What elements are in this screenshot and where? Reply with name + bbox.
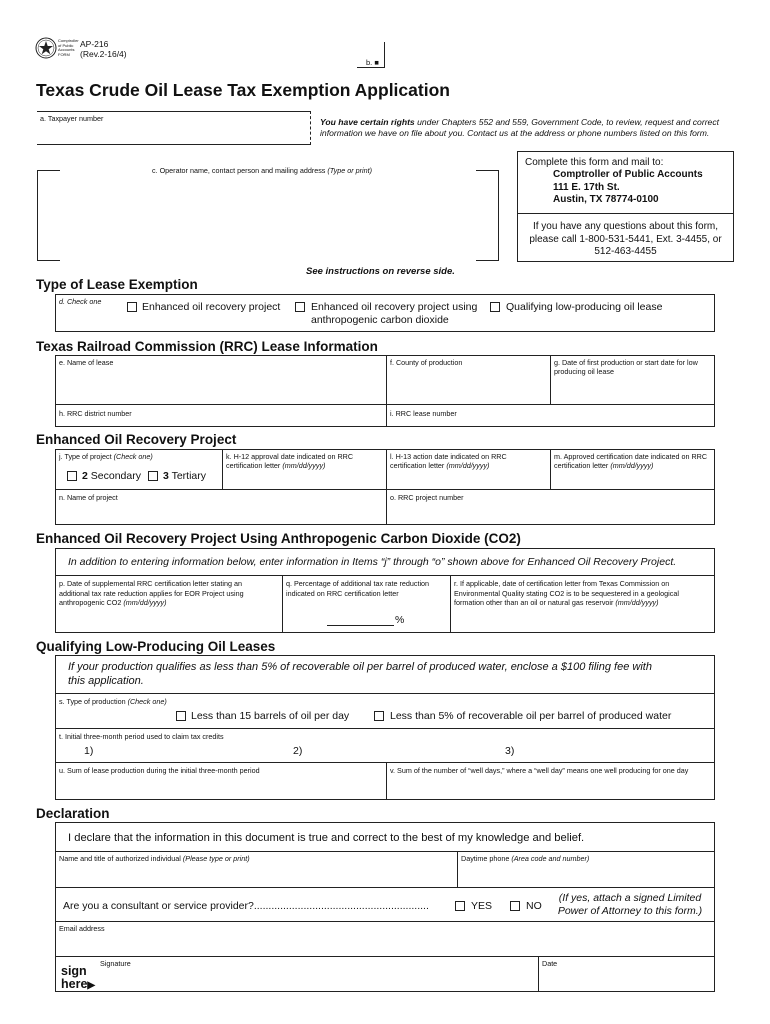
seal-text xyxy=(58,39,79,57)
mailing-line2: 111 E. 17th St. xyxy=(553,181,620,193)
h12-date-field[interactable] xyxy=(223,471,385,488)
here-text: here xyxy=(61,976,88,991)
approved-cert-hint: (mm/dd/yyyy) xyxy=(610,461,654,470)
consultant-yes-checkbox[interactable] xyxy=(455,901,465,911)
tceq-text: r. If applicable, date of certification letter from Texas Commission on Environmental Quality stating CO2 is to be sequestered in a geological formation other than an oil or natural gas reservoir xyxy=(454,579,679,608)
eor-project-checkbox[interactable] xyxy=(127,302,137,312)
rrc-district-label: h. RRC district number xyxy=(59,409,132,418)
taxpayer-number-label: a. Taxpayer number xyxy=(40,114,104,123)
h12-text: k. H-12 approval date indicated on RRC certification letter xyxy=(226,452,354,470)
h13-date-field[interactable] xyxy=(387,471,549,488)
sign-word: sign xyxy=(61,964,87,978)
declaration-statement: I declare that the information in this document is true and correct to the best of my knowledge and belief. xyxy=(68,832,585,844)
less-15-barrels-option: Less than 15 barrels of oil per day xyxy=(191,710,350,722)
approved-cert-text: m. Approved certification date indicated on RRC certification letter xyxy=(554,452,708,470)
tertiary-checkbox[interactable] xyxy=(148,471,158,481)
county-field[interactable] xyxy=(387,368,549,403)
h12-hint: (mm/dd/yyyy) xyxy=(282,461,326,470)
well-days-sum-field[interactable] xyxy=(387,777,714,799)
tertiary-option xyxy=(163,470,206,483)
lease-production-sum-field[interactable] xyxy=(56,777,385,799)
h13-hint: (mm/dd/yyyy) xyxy=(446,461,490,470)
county-label: f. County of production xyxy=(390,358,463,367)
consultant-yes-label: YES xyxy=(471,900,493,912)
mailing-line1: Comptroller of Public Accounts xyxy=(553,169,703,180)
secondary-option xyxy=(82,470,141,483)
consultant-question: Are you a consultant or service provider?............................................................ xyxy=(63,900,429,912)
daytime-phone-hint: (Area code and number) xyxy=(511,854,590,863)
secondary-checkbox[interactable] xyxy=(67,471,77,481)
seal-text-line: Accounts xyxy=(58,47,75,53)
less-5-percent-option: Less than 5% of recoverable oil per barrel of produced water xyxy=(390,710,672,722)
rrc-project-number-label: o. RRC project number xyxy=(390,493,464,502)
operator-label-hint: (Type or print) xyxy=(327,166,373,175)
period-2-field[interactable] xyxy=(307,742,487,760)
instructions-note: See instructions on reverse side. xyxy=(306,266,455,277)
tceq-date-label xyxy=(454,579,704,608)
rrc-district-field[interactable] xyxy=(56,418,385,426)
project-name-label: n. Name of project xyxy=(59,493,118,502)
rrc-lease-number-field[interactable] xyxy=(387,418,714,426)
poa-note: (If yes, attach a signed Limited Power of Attorney to this form.) xyxy=(557,892,703,917)
co2-heading: Enhanced Oil Recovery Project Using Anthropogenic Carbon Dioxide (CO2) xyxy=(36,531,521,546)
form-revision: (Rev.2-16/4) xyxy=(80,49,127,59)
email-field[interactable] xyxy=(56,934,714,955)
form-number: AP-216 xyxy=(80,39,109,49)
period-1-field[interactable] xyxy=(98,742,278,760)
project-type-label xyxy=(59,452,153,461)
date-field[interactable] xyxy=(539,968,714,990)
eor-co2-option-line2: anthropogenic carbon dioxide xyxy=(311,314,449,326)
production-type-text: s. Type of production xyxy=(59,697,126,706)
secondary-text: Secondary xyxy=(90,470,141,482)
rights-rest: under Chapters 552 and 559, Government Code, to review, request and correct information we have on file about you. Contact us at the address or phone numbers listed on this form. xyxy=(320,117,720,138)
daytime-phone-field[interactable] xyxy=(458,864,714,886)
period-3-field[interactable] xyxy=(519,742,699,760)
production-type-label xyxy=(59,697,167,706)
eor-co2-checkbox[interactable] xyxy=(295,302,305,312)
lease-name-label: e. Name of lease xyxy=(59,358,114,367)
seal-text-line: Comptroller xyxy=(58,38,79,43)
date-label: Date xyxy=(542,959,558,968)
project-name-field[interactable] xyxy=(56,503,385,524)
seal-text-line: of Public xyxy=(58,42,74,48)
project-type-hint: (Check one) xyxy=(113,452,153,461)
eor-co2-option-line1: Enhanced oil recovery project using xyxy=(311,301,478,313)
mailing-help: If you have any questions about this form, please call 1-800-531-5441, Ext. 3-4455, or 512-463-4455 xyxy=(529,221,722,257)
operator-address-field[interactable] xyxy=(37,170,499,260)
first-production-label: g. Date of first production or start date for low producing oil lease xyxy=(554,358,698,376)
operator-address-label xyxy=(152,166,372,175)
mailing-line3: Austin, TX 78774-0100 xyxy=(553,194,659,205)
tceq-hint: (mm/dd/yyyy) xyxy=(615,598,659,608)
period-3-label: 3) xyxy=(505,745,515,757)
h13-date-label xyxy=(390,452,540,470)
lease-production-sum-label: u. Sum of lease production during the initial three-month period xyxy=(59,766,260,775)
h12-date-label xyxy=(226,452,376,470)
supplemental-text: p. Date of supplemental RRC certification letter stating an additional tax rate reduction applies for EOR Project using anthropogenic CO2 xyxy=(59,579,244,608)
h13-text: l. H-13 action date indicated on RRC certification letter xyxy=(390,452,507,470)
project-type-text: j. Type of project xyxy=(59,452,112,461)
email-label: Email address xyxy=(59,924,105,933)
rights-bold: You have certain rights xyxy=(320,117,415,127)
low-producing-option: Qualifying low-producing oil lease xyxy=(506,301,663,313)
percent-sign: % xyxy=(395,614,405,626)
approved-cert-date-label xyxy=(554,452,709,470)
signature-field[interactable] xyxy=(100,968,536,990)
consultant-no-label: NO xyxy=(526,900,542,912)
tertiary-text: Tertiary xyxy=(171,470,207,482)
seal-text-line: FORM xyxy=(58,51,70,57)
authorized-name-text: Name and title of authorized individual xyxy=(59,854,181,863)
secondary-number: 2 xyxy=(82,470,88,482)
lease-name-field[interactable] xyxy=(56,368,385,403)
here-word xyxy=(61,978,95,993)
box-b-label: b. ■ xyxy=(366,58,379,67)
comptroller-seal xyxy=(35,37,57,59)
authorized-name-field[interactable] xyxy=(56,864,456,886)
operator-label-text: c. Operator name, contact person and mailing address xyxy=(152,166,326,175)
lease-exemption-heading: Type of Lease Exemption xyxy=(36,277,198,292)
mailing-intro: Complete this form and mail to: xyxy=(525,157,664,168)
authorized-name-hint: (Please type or print) xyxy=(182,854,250,863)
sign-here-marker xyxy=(61,965,95,992)
tertiary-number: 3 xyxy=(163,470,169,482)
less-5-percent-checkbox[interactable] xyxy=(374,711,384,721)
supplemental-date-field[interactable] xyxy=(56,612,281,632)
rrc-lease-number-label: i. RRC lease number xyxy=(390,409,457,418)
box-b-rule xyxy=(357,67,385,68)
supplemental-hint: (mm/dd/yyyy) xyxy=(123,598,167,608)
eor-project-option: Enhanced oil recovery project xyxy=(142,301,281,313)
well-days-sum-label: v. Sum of the number of “well days,” where a “well day” means one well producing for one day xyxy=(390,766,689,775)
approved-cert-date-field[interactable] xyxy=(551,471,714,488)
eor-heading: Enhanced Oil Recovery Project xyxy=(36,432,237,447)
low-producing-heading: Qualifying Low-Producing Oil Leases xyxy=(36,639,276,654)
co2-note: In addition to entering information below, enter information in Items “j” through “o” shown above for Enhanced Oil Recovery Project. xyxy=(68,556,677,568)
percentage-input[interactable] xyxy=(327,613,394,626)
consultant-no-checkbox[interactable] xyxy=(510,901,520,911)
declaration-heading: Declaration xyxy=(36,806,110,821)
period-2-label: 2) xyxy=(293,745,303,757)
period-1-label: 1) xyxy=(84,745,94,757)
percentage-label: q. Percentage of additional tax rate reduction indicated on RRC certification letter xyxy=(286,579,430,598)
page-title: Texas Crude Oil Lease Tax Exemption Application xyxy=(36,80,450,100)
check-one-label: d. Check one xyxy=(59,297,102,306)
authorized-name-label xyxy=(59,854,250,863)
taxpayer-rights-notice xyxy=(320,117,740,139)
signature-label: Signature xyxy=(100,959,131,968)
low-producing-note: If your production qualifies as less than 5% of recoverable oil per barrel of produced water, enclose a $100 filing fee with this application. xyxy=(68,661,652,687)
production-type-hint: (Check one) xyxy=(127,697,167,706)
daytime-phone-text: Daytime phone xyxy=(461,854,510,863)
rrc-heading: Texas Railroad Commission (RRC) Lease Information xyxy=(36,339,378,354)
daytime-phone-label xyxy=(461,854,589,863)
sign-arrow-icon: ▶ xyxy=(87,979,96,991)
rrc-project-number-field[interactable] xyxy=(387,503,714,524)
three-month-period-label: t. Initial three-month period used to claim tax credits xyxy=(59,732,224,741)
first-production-field[interactable] xyxy=(551,377,714,403)
less-15-barrels-checkbox[interactable] xyxy=(176,711,186,721)
box-b-divider xyxy=(384,42,385,67)
tceq-date-field[interactable] xyxy=(451,612,714,632)
low-producing-checkbox[interactable] xyxy=(490,302,500,312)
supplemental-date-label xyxy=(59,579,264,608)
mailing-info-divider xyxy=(517,213,734,214)
